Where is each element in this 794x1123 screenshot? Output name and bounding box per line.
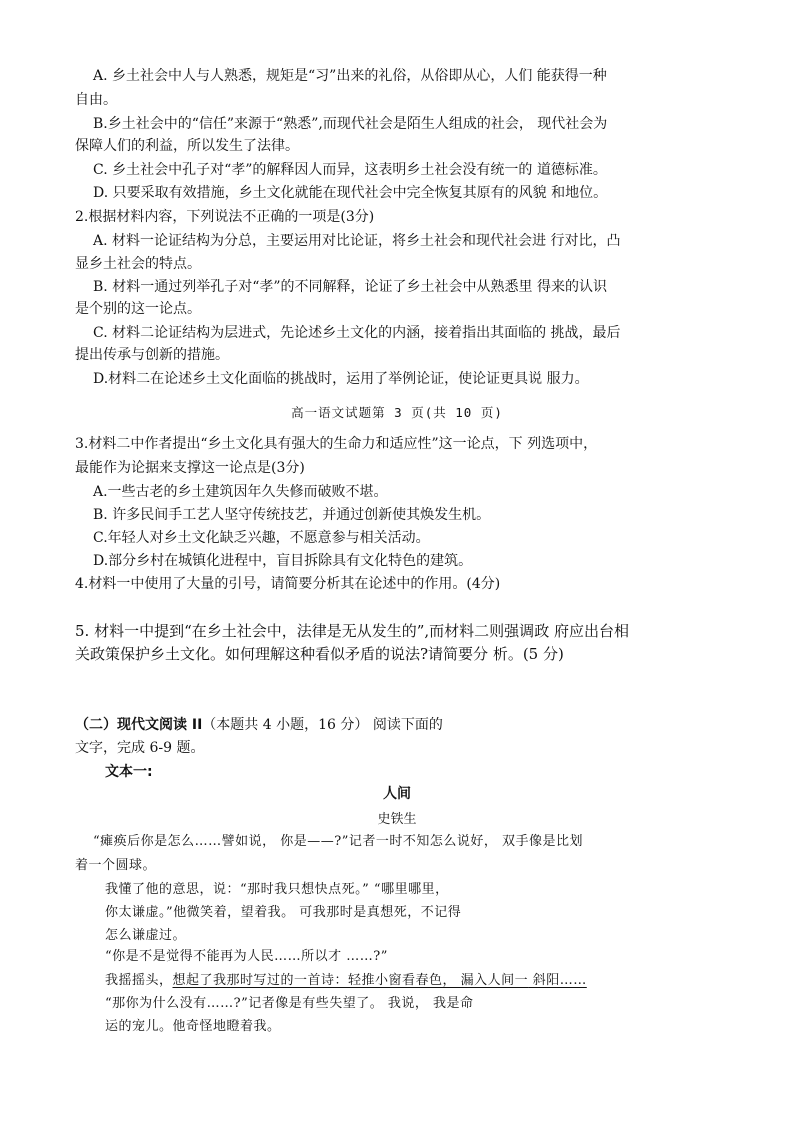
q1-option-d: D. 只要采取有效措施，乡土文化就能在现代社会中完全恢复其原有的风貌 和地位。 [93, 185, 608, 201]
q3-option-d: D.部分乡村在城镇化进程中，盲目拆除具有文化特色的建筑。 [93, 553, 473, 569]
passage-author: 史铁生 [377, 812, 417, 827]
section2-heading: （二）现代文阅读 II [75, 717, 203, 733]
q1-option-b-line1: B.乡土社会中的“信任”来源于“熟悉”,而现代社会是陌生人组成的社会， 现代社会为 [93, 116, 608, 132]
q3-stem-line2: 最能作为论据来支撑这一论点是(3分) [75, 460, 305, 476]
q1-option-a-line1: A. 乡土社会中人与人熟悉，规矩是“习”出来的礼俗，从俗即从心，人们 能获得一种 [93, 68, 607, 84]
q5-line1: 5. 材料一中提到“在乡土社会中，法律是无从发生的”,而材料二则强调政 府应出台相 [75, 622, 629, 640]
q2-option-c-line1: C. 材料二论证结构为层进式，先论述乡土文化的内涵，接着指出其面临的 挑战，最后 [93, 325, 621, 341]
q5-line2: 关政策保护乡土文化。如何理解这种看似矛盾的说法?请简要分 析。(5 分) [75, 645, 564, 663]
section2-heading-line [75, 716, 443, 734]
text-one-label-text: 文本一: [105, 764, 153, 780]
q2-option-a-line1: A. 材料一论证结构为分总，主要运用对比论证，将乡土社会和现代社会进 行对比，凸 [93, 233, 621, 249]
section2-description: （本题共 4 小题，16 分） 阅读下面的 [202, 717, 443, 733]
q2-option-a-line2: 显乡土社会的特点。 [75, 256, 201, 272]
passage-line-7 [105, 972, 587, 990]
q3-stem-line1: 3.材料二中作者提出“乡土文化具有强大的生命力和适应性”这一论点，下 列选项中， [75, 436, 598, 452]
q1-option-b-line2: 保障人们的利益，所以发生了法律。 [75, 138, 299, 154]
passage-line-4: 你太谦虚。”他微笑着，望着我。 可我那时是真想死，不记得 [105, 905, 462, 920]
q3-option-a: A.一些古老的乡土建筑因年久失修而破败不堪。 [93, 484, 388, 500]
page-footer: 高一语文试题第 3 页(共 10 页) [291, 405, 503, 420]
underlined-poem: 想起了我那时写过的一首诗：轻推小窗看春色， 漏入人间一 [172, 973, 529, 988]
passage-line-3: 我懂了他的意思，说：“那时我只想快点死。” “哪里哪里， [105, 882, 449, 897]
q3-option-b: B. 许多民间手工艺人坚守传统技艺，并通过创新使其焕发生机。 [93, 507, 491, 523]
passage-line-2: 着一个圆球。 [75, 858, 157, 873]
text-one-label [105, 763, 153, 781]
underlined-poem-end: 斜阳…… [528, 973, 587, 988]
q3-option-c: C.年轻人对乡土文化缺乏兴趣，不愿意参与相关活动。 [93, 530, 430, 546]
q2-option-b-line1: B. 材料一通过列举孔子对“孝”的不同解释，论证了乡土社会中从熟悉里 得来的认识 [93, 279, 607, 295]
passage-line-7-start: 我摇摇头， [105, 973, 173, 988]
passage-line-1: “瘫痪后你是怎么……譬如说， 你是——?”记者一时不知怎么说好， 双手像是比划 [93, 834, 584, 849]
q1-option-a-line2: 自由。 [75, 92, 117, 108]
q1-option-c: C. 乡土社会中孔子对“孝”的解释因人而异，这表明乡土社会没有统一的 道德标准。 [93, 162, 607, 178]
passage-line-6: “你是不是觉得不能再为人民……所以才 ……?” [105, 949, 388, 964]
passage-line-8: “那你为什么没有……?”记者像是有些失望了。 我说， 我是命 [105, 996, 474, 1011]
q2-option-b-line2: 是个别的这一论点。 [75, 301, 201, 317]
passage-title: 人间 [383, 786, 411, 802]
passage-line-9: 运的宠儿。他奇怪地瞪着我。 [105, 1019, 281, 1034]
q2-option-d: D.材料二在论述乡土文化面临的挑战时，运用了举例论证，使论证更具说 服力。 [93, 371, 589, 387]
q2-stem: 2.根据材料内容，下列说法不正确的一项是(3分) [75, 209, 375, 225]
section2-description-line2: 文字，完成 6-9 题。 [75, 740, 205, 756]
q4-question: 4.材料一中使用了大量的引号，请简要分析其在论述中的作用。(4分) [75, 576, 501, 592]
q2-option-c-line2: 提出传承与创新的措施。 [75, 347, 229, 363]
passage-line-5: 怎么谦虚过。 [105, 928, 187, 943]
